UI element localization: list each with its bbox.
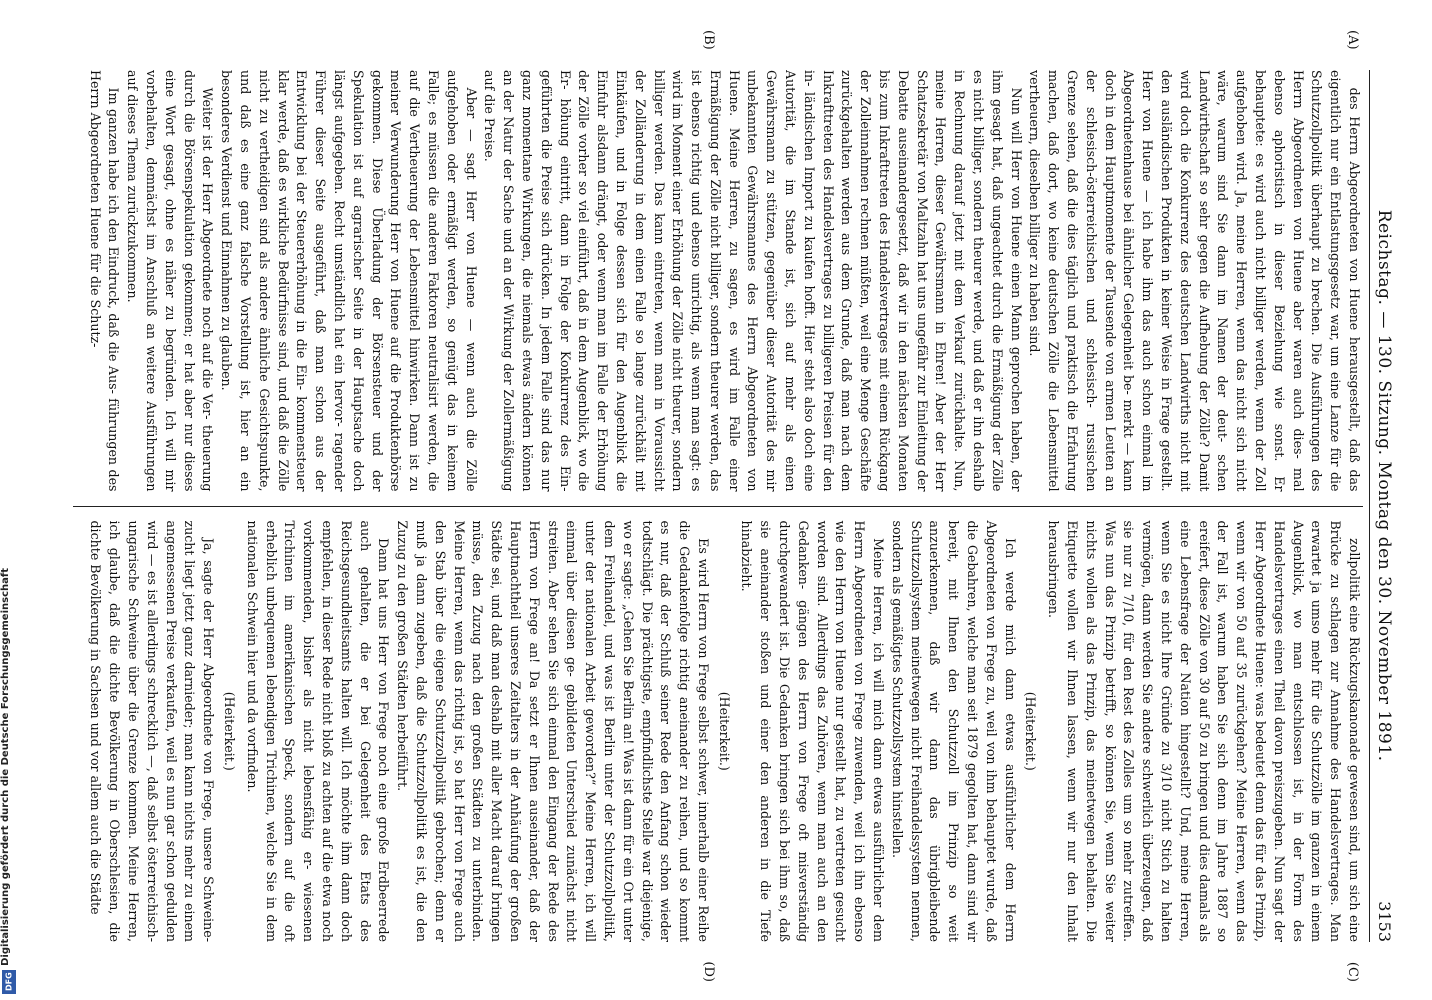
- paragraph: Aber — sagt Herr von Huene — wenn auch die Zölle aufgehoben oder ermäßigt werden, so genügt das in keinem Falle; es müssen die anderen Faktoren neutralisirt werden, die auf die Vertheuerung der Lebensmittel hinwirken. Dann ist zu meiner Verwunderung Herr von Huene auf die Produktenbörse gekommen. Diese Überladung der Börsensteuer und der Spekulation ist auf agrarischer Seite in der Hauptsache doch längst aufgegeben. Recht umständlich hat ein hervor- ragender Führer dieser Seite ausgeführt, daß man schon aus der Entwicklung bei der Steuererhöhung in die Ein- kommensteuer klar werde, daß es wirkliche Bedürfnisse sind, und daß die Zölle nicht zu vertheidigen sind als andere ähnliche Gesichtspunkte, und daß es eine ganz falsche Vorstellung ist, hier an ein besonderes Verdienst und Einnahmen zu glauben.: [219, 70, 479, 492]
- paragraph: (Heiterkeit.): [221, 691, 237, 771]
- paragraph: Ich werde mich dann etwas ausführlicher dem Herrn Abgeordneten von Frege zu, weil von ihm behauptet wurde, daß die Gebahren, welche man seit 1879 gegolten hat, dann sind wir bereit, mit Ihnen den Schutzzoll im Prinzip so weit anzuerkennen, daß wir dann das übrigbleibende Schutzzollsystem meinetwegen nicht Freihandelssystem nennen, sondern als gemäßigtes Schutzzollsystem hinstellen.: [889, 520, 1018, 942]
- page-content: [18, 0, 1416, 1000]
- paragraph: (Heiterkeit.): [716, 691, 732, 771]
- dfg-logo: DFG: [2, 970, 16, 994]
- page-header: [1369, 70, 1394, 942]
- header-title: Reichstag. — 130. Sitzung. Montag den 30. November 1891.: [1374, 209, 1394, 762]
- margin-mark-d: (D): [701, 961, 716, 982]
- page-number: 3153: [1375, 901, 1394, 942]
- paragraph: (Heiterkeit.): [1023, 691, 1039, 771]
- paragraph: des Herrn Abgeordneten von Huene herausgestellt, daß das eigentlich nur ein Entlastungsgesetz war, um eine Lanze für die Schutzzollpolitik überhaupt zu brechen. Die Ausführungen des Herrn Abgeordneten von Huene aber waren auch dies- mal ebenso aphoristisch in dieser Beziehung wie sonst. Er behauptete: es wird auch nicht billiger werden, wenn der Zoll aufgehoben wird. Ja, meine Herren, wenn das nicht sich nicht wäre, warum sind Sie dann im Namen der deut- schen Landwirthschaft so sehr gegen die Aufhebung der Zölle? Damit wird doch die Konkurrenz des deutschen Landwirths nicht mit den ausländischen Produkten in keiner Weise in Frage gestellt. Herr von Huene — ich habe ihm das auch schon einmal im Abgeordnetenhause bei ähnlicher Gelegenheit be- merkt — kann doch in dem Hauptmomente der Tausende von armen Leuten an der schlesisch-österreichischen und schlesisch- russischen Grenze sehen, daß die dies täglich und praktisch die Erfahrung machen, daß dort, wo keine deutschen Zölle die Lebensmittel vertheuern, dieselben billiger zu haben sind.: [1027, 70, 1362, 492]
- paragraph: Dann hat uns Herr von Frege noch eine große Erdbeerrede auch gehalten, die er bei Gelegenheit des Etats des Reichsgesundheitsamts halten will. Ich möchte ihm dann doch empfehlen, in dieser Rede nicht bloß zu achten auf die etwa noch vorkommenden, bisher als nicht lebensfähig er- wiesenen Trichinen im amerikanischen Speck, sondern auf die oft erheblich unbequemen lebendigen Trichinen, welche Sie in dem nationalen Schwein hier und da vorfinden.: [244, 520, 392, 942]
- paragraph: Weiter ist der Herr Abgeordnete noch auf die Ver- theuerung durch die Börsenspekulation gekommen; er hat aber nur dieses eine Wort gesagt, ohne es näher zu begründen. Ich will mir vorbehalten, demnächst im Anschluß an weitere Ausführungen auf dieses Thema zurückzukommen.: [125, 70, 216, 492]
- paragraph: Nun will Herr von Huene einen Mann geprochen haben, der ihm gesagt hat, daß ungeachtet durch die Ermäßigung der Zölle es nicht billiger, sondern theurer werde, und daß er ihn deshalb in Rechnung darauf jetzt mit dem Verkauf zurückhalte. Nun, meine Herren, dieser Gewährsmann in Ehren! Aber der Herr Schatzsekretär von Maltzahn hat uns ungefähr zur Einleitung der Debatte auseinandergesetzt, daß wir in den nächsten Monaten bis zum Inkrafttreten des Handelsvertrages mit einem Rückgang der Zolleinnahmen rechnen müßten, weil eine Menge Geschäfte zurückgehalten werden aus dem Grunde, daß man nach dem Inkrafttreten des Handelsvertrages zu billigeren Preisen für den in- ländischen Import zu kaufen hofft. Hier steht also doch eine Autorität, die im Stande ist, sich auf mehr als einen Gewährsmann zu stützen, gegenüber dieser Autorität des mir unbekannten Gewährsmannes des Herrn Abgeordneten von Huene. Meine Herren, zu sagen, es wird im Falle einer Ermäßigung der Zölle nicht billiger, sondern theurer werden, das ist ebenso richtig und ebenso unrichtig, als wenn man sagt: es wird im Moment einer Erhöhung der Zölle nicht theurer, sondern billiger werden. Das kann eintreten, wenn man in Voraussicht der Zolländerung in dem einen Falle so lange zurückhält mit Einkäufen, und in Folge dessen sich für den Augenblick die Einfuhr alsdann drängt, oder wenn man im Falle der Erhöhung der Zölle vorher so viel einführt, daß in dem Augenblick, wo die Er- höhung eintritt, dann in Folge der Konkurrenz des Ein- geführten die Preise sich drücken. In jedem Falle sind das nur ganz momentane Wirkungen, die niemals etwas ändern können an der Natur der Sache und an der Wirkung der Zollermäßigung auf die Preise.: [482, 70, 1024, 492]
- paragraph: Es wird Herrn von Frege selbst schwer, innerhalb einer Reihe die Gedankenfolge richtig aneinander zu reihen, und so kommt es nur, daß der Schluß seiner Rede den Anfang schon wieder todtschlägt. Die prächtigste, empfindlichste Stelle war diejenige, wo er sagte: „Gehen Sie Berlin an! Was ist dann für ein Ort unter dem Freihandel, und was ist Berlin unter der Schutzzollpolitik, unter der nationalen Arbeit geworden?“ Meine Herren, ich will einmal über diesen ge- gebildeten Unterschied zunächst nicht streiten. Aber sehen Sie sich einmal den Eingang der Rede des Herrn von Frege an! Da setzt er Ihnen auseinander, daß der Hauptnachtheil unseres Zeitalters in der Anhäufung der großen Städte sei, und daß man deshalb mit aller Macht darauf bringen müsse, den Zuzug nach den großen Städten zu unterbinden. Meine Herren, wenn das richtig ist, so hat Herr von Frege auch den Stab über die eigene Schutzzollpolitik gebrochen; denn er muß ja dann zugeben, daß die Schutzzollpolitik es ist, die den Zuzug zu den großen Städten herbeiführt.: [395, 520, 711, 942]
- margin-mark-b: (B): [701, 30, 716, 50]
- text-columns: [73, 70, 1363, 942]
- side-margin: [0, 0, 18, 1000]
- margin-mark-c: (C): [1345, 961, 1360, 982]
- funding-note: Digitalisierung gefördert durch die Deutsche Forschungsgemeinschaft: [0, 568, 11, 966]
- paragraph: Meine Herren, ich will mich dann etwas ausführlicher dem Herrn Abgeordneten von Frege zuwenden, weil ich ihn ebenso wie den Herrn von Huene nur gestellt hat, zu vertreten gesucht worden sind. Allerdings das Zuhören, wenn man auch an den Gedanken- gängen des Herrn von Frege oft misverständig durchgewandert ist. Die Gedanken bringen sich bei ihm so, daß sie aneinander stoßen und einer den anderen in die Tiefe hinabzieht.: [739, 520, 887, 942]
- scanned-page: [18, 0, 1416, 1000]
- right-column: [73, 506, 1363, 943]
- margin-mark-a: (A): [1345, 30, 1360, 50]
- paragraph: Im ganzen habe ich den Eindruck, daß die Aus- führungen des Herrn Abgeordneten Huene für die Schutz-: [87, 70, 122, 492]
- paragraph: Ja, sagte der Herr Abgeordnete von Frege, unsere Schweine- zucht liegt jetzt ganz darnieder; man kann nichts mehr zu einem angemessenen Preise verkaufen, weil es nun gar schon gedulden wird — es ist allerdings schrecklich —, daß selbst österreichisch-ungarische Schweine über die Grenze kommen. Meine Herren, ich glaube, daß die dichte Bevölkerung in Oberschlesien, die dichte Bevölkerung in Sachsen und vor allem auch die Städte: [88, 520, 217, 942]
- left-column: [73, 70, 1363, 506]
- paragraph: zollpolitik eine Rückzugskanonade gewesen sind, um sich eine Brücke zu schlagen zur Annahme des Handelsvertrages. Man erwartet ja umso mehr für die Schutzzölle im ganzen in einem Augenblick, wo man entschlossen ist, in der Form des Handelsvertrages einen Theil davon preiszugeben. Nun sagt der Herr Abgeordnete Huene: was bedeutet denn das für das Prinzip, wenn wir von 50 auf 35 zurückgehen? Meine Herren, wenn das der Fall ist, warum haben Sie sich denn im Jahre 1887 so ereifert, diese Zölle von 30 auf 50 zu bringen und dies damals als eine Lebensfrage der Nation hingestellt? Und, meine Herren, wenn Sie es nicht Ihre Gründe zu 3/10 nicht Stich zu halten vermögen, dann werden Sie andere schwerlich überzeugen, daß sie nur zu 7/10, für den Rest des Zolles um so mehr zutreffen. Was nun das Prinzip betrifft, so können Sie, wenn Sie weiter nichts wollen als das Prinzip, das meinetwegen behalten. Die Etiquette wollen wir Ihnen lassen, wenn wir nur den Inhalt herausbringen.: [1046, 520, 1362, 942]
